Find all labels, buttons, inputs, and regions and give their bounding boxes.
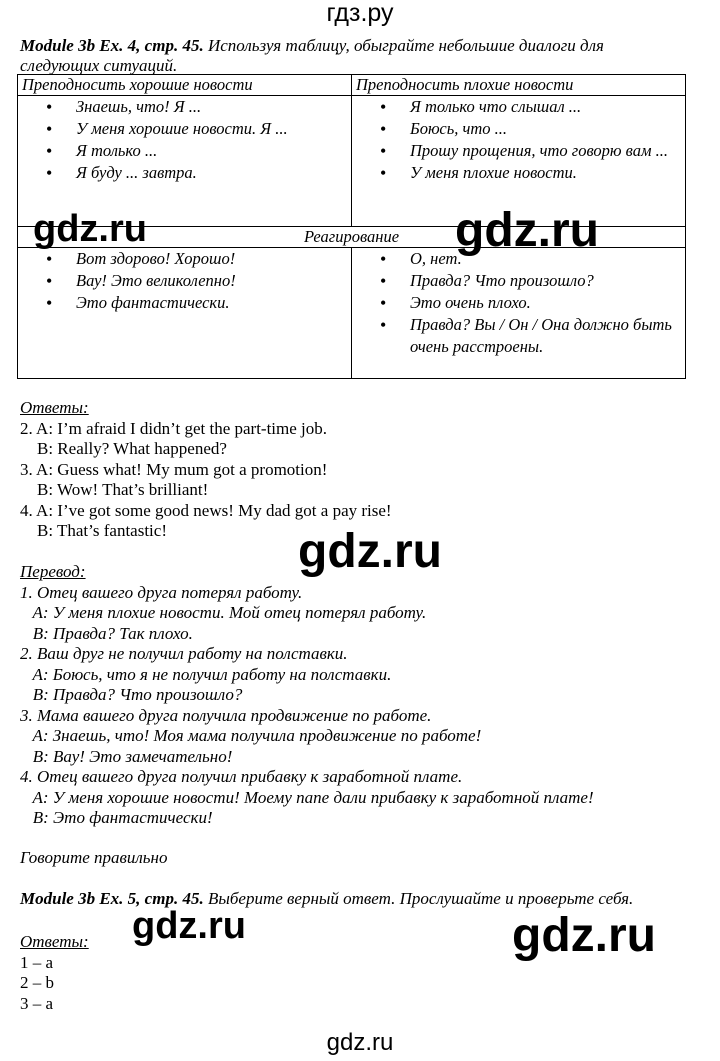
task-2-title: Module 3b Ex. 5, стр. 45. [20, 889, 204, 908]
list-item: • Вот здорово! Хорошо! [76, 248, 347, 270]
translation-line: 3. Мама вашего друга получила продвижение по работе. [20, 705, 432, 725]
task-1-title: Module 3b Ex. 4, стр. 45. [20, 36, 204, 55]
answer-line: B: Really? What happened? [20, 439, 227, 458]
watermark: gdz.ru [512, 909, 656, 962]
translation-line: B: Это фантастически! [20, 808, 213, 827]
list-item: • Я только что слышал ... [410, 96, 681, 118]
answers-block [20, 398, 392, 542]
answer2-line: 3 – a [20, 993, 54, 1013]
translation-block [20, 562, 594, 829]
reaction-header: Реагирование [18, 227, 686, 248]
translation-line: 4. Отец вашего друга получил прибавку к заработной плате. [20, 767, 463, 786]
watermark: gdz.ru [33, 208, 147, 250]
translation-line: 1. Отец вашего друга потерял работу. [20, 582, 303, 602]
translation-line: B: Правда? Что произошло? [20, 685, 243, 704]
list-item: • Правда? Что произошло? [410, 270, 681, 292]
answer-line: 3. A: Guess what! My mum got a promotion! [20, 459, 328, 479]
translation-line: B: Правда? Так плохо. [20, 623, 193, 643]
site-footer-link[interactable]: gdz.ru [326, 1029, 394, 1056]
answer2-line: 1 – a [20, 952, 54, 972]
list-item: • Это очень плохо. [410, 292, 681, 314]
task-2-heading [20, 889, 700, 909]
answer-line: 4. A: I’ve got some good news! My dad got a pay rise! [20, 500, 392, 520]
answers2-block [20, 932, 89, 1014]
list-item: • У меня хорошие новости. Я ... [76, 118, 347, 140]
answer-line: B: Wow! That’s brilliant! [20, 480, 209, 499]
react-good-cell [18, 248, 352, 379]
list-item: • У меня плохие новости. [410, 162, 681, 184]
answer-line: B: That’s fantastic! [20, 521, 167, 540]
list-item: • Вау! Это великолепно! [76, 270, 347, 292]
list-item: • Это фантастически. [76, 292, 347, 314]
watermark: gdz.ru [132, 905, 246, 947]
list-item: • О, нет. [410, 248, 681, 270]
translation-line: A: Знаешь, что! Моя мама получила продвижение по работе! [20, 726, 482, 745]
answer2-line: 2 – b [20, 973, 54, 992]
list-item: • Я только ... [76, 140, 347, 162]
header-good-news: Преподносить хорошие новости [18, 75, 352, 96]
list-item: • Прошу прощения, что говорю вам ... [410, 140, 681, 162]
answers2-label: Ответы: [20, 932, 89, 951]
header-bad-news: Преподносить плохие новости [352, 75, 686, 96]
translation-label: Перевод: [20, 562, 86, 581]
translation-line: 2. Ваш друг не получил работу на полставки. [20, 644, 348, 663]
task-1-heading [20, 36, 670, 76]
translation-line: A: У меня хорошие новости! Моему папе дали прибавку к заработной плате! [20, 787, 594, 807]
answers-label: Ответы: [20, 398, 89, 417]
list-item: • Я буду ... завтра. [76, 162, 347, 184]
answer-line: 2. A: I’m afraid I didn’t get the part-time job. [20, 418, 328, 438]
watermark: gdz.ru [298, 525, 442, 578]
react-bad-cell [352, 248, 686, 379]
translation-line: B: Вау! Это замечательно! [20, 746, 233, 766]
list-item: • Правда? Вы / Он / Она должно быть очень расстроены. [410, 314, 681, 358]
good-news-cell [18, 96, 352, 227]
watermark: gdz.ru [455, 204, 599, 257]
site-header-title: гдз.ру [326, 0, 394, 27]
task-2-text: Выберите верный ответ. Прослушайте и проверьте себя. [203, 889, 634, 908]
translation-line: A: У меня плохие новости. Мой отец потерял работу. [20, 603, 427, 622]
translation-line: A: Боюсь, что я не получил работу на полставки. [20, 664, 392, 684]
list-item: • Боюсь, что ... [410, 118, 681, 140]
list-item: • Знаешь, что! Я ... [76, 96, 347, 118]
speak-correctly: Говорите правильно [20, 848, 168, 867]
task-1-text: Используя таблицу, обыграйте небольшие диалоги для следующих ситуаций. [20, 36, 604, 75]
